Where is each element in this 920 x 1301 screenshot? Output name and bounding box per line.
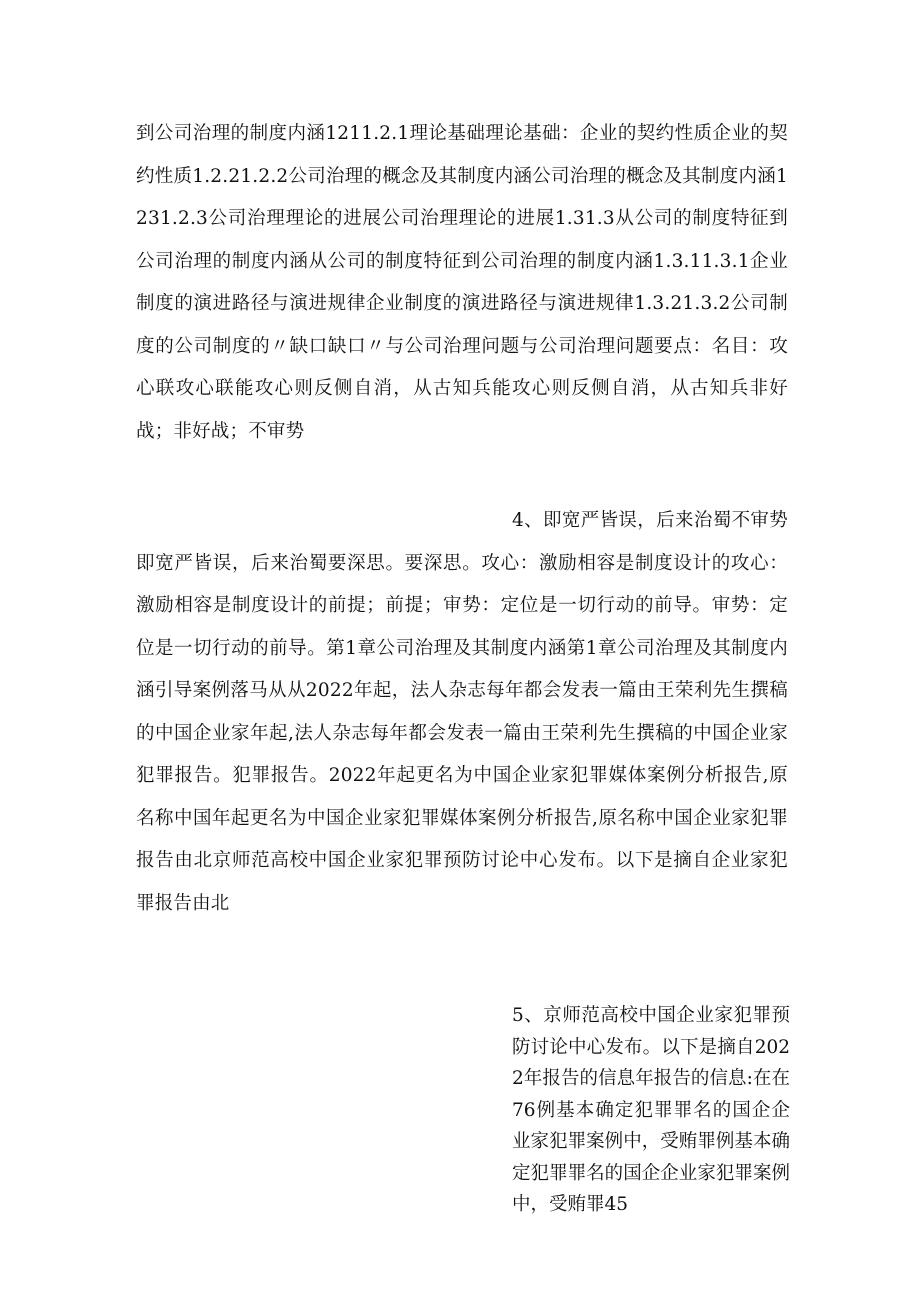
paragraph-1: 到公司治理的制度内涵1211.2.1理论基础理论基础：企业的契约性质企业的契约性质1.2.21.2.2公司治理的概念及其制度内涵公司治理的概念及其制度内涵1231.2.3公司治理理论的进展公司治理理论的进展1.31.3从公司的制度特征到公司治理的制度内涵从公司的制度特征到公司治理的制度内涵1.3.11.3.1企业制度的演进路径与演进规律企业制度的演进路径与演进规律1.3.21.3.2公司制度的公司制度的〃缺口缺口〃与公司治理问题与公司治理问题要点：名目：攻心联攻心联能攻心则反侧自消，从古知兵能攻心则反侧自消，从古知兵非好战；非好战；不审势 bbox=[136, 123, 788, 442]
paragraph-2: 4、即宽严皆误，后来治蜀不审势即宽严皆误，后来治蜀要深思。要深思。攻心：激励相容是制度设计的攻心：激励相容是制度设计的前提；前提；审势：定位是一切行动的前导。审势：定位是一切行动的前导。第1章公司治理及其制度内涵第1章公司治理及其制度内涵引导案例落马从从2022年起，法人杂志每年都会发表一篇由王荣利先生撰稿的中国企业家年起,法人杂志每年都会发表一篇由王荣利先生撰稿的中国企业家犯罪报告。犯罪报告。2022年起更名为中国企业家犯罪媒体案例分析报告,原名称中国年起更名为中国企业家犯罪媒体案例分析报告,原名称中国企业家犯罪报告由北京师范高校中国企业家犯罪预防讨论中心发布。以下是摘自企业家犯罪报告由北 bbox=[136, 510, 788, 914]
paragraph-3: 5、京师范高校中国企业家犯罪预防讨论中心发布。以下是摘自2022年报告的信息年报告的信息:在在76例基本确定犯罪罪名的国企企业家犯罪案例中，受贿罪例基本确定犯罪罪名的国企企业家犯罪案例中，受贿罪45 bbox=[512, 1005, 790, 1215]
